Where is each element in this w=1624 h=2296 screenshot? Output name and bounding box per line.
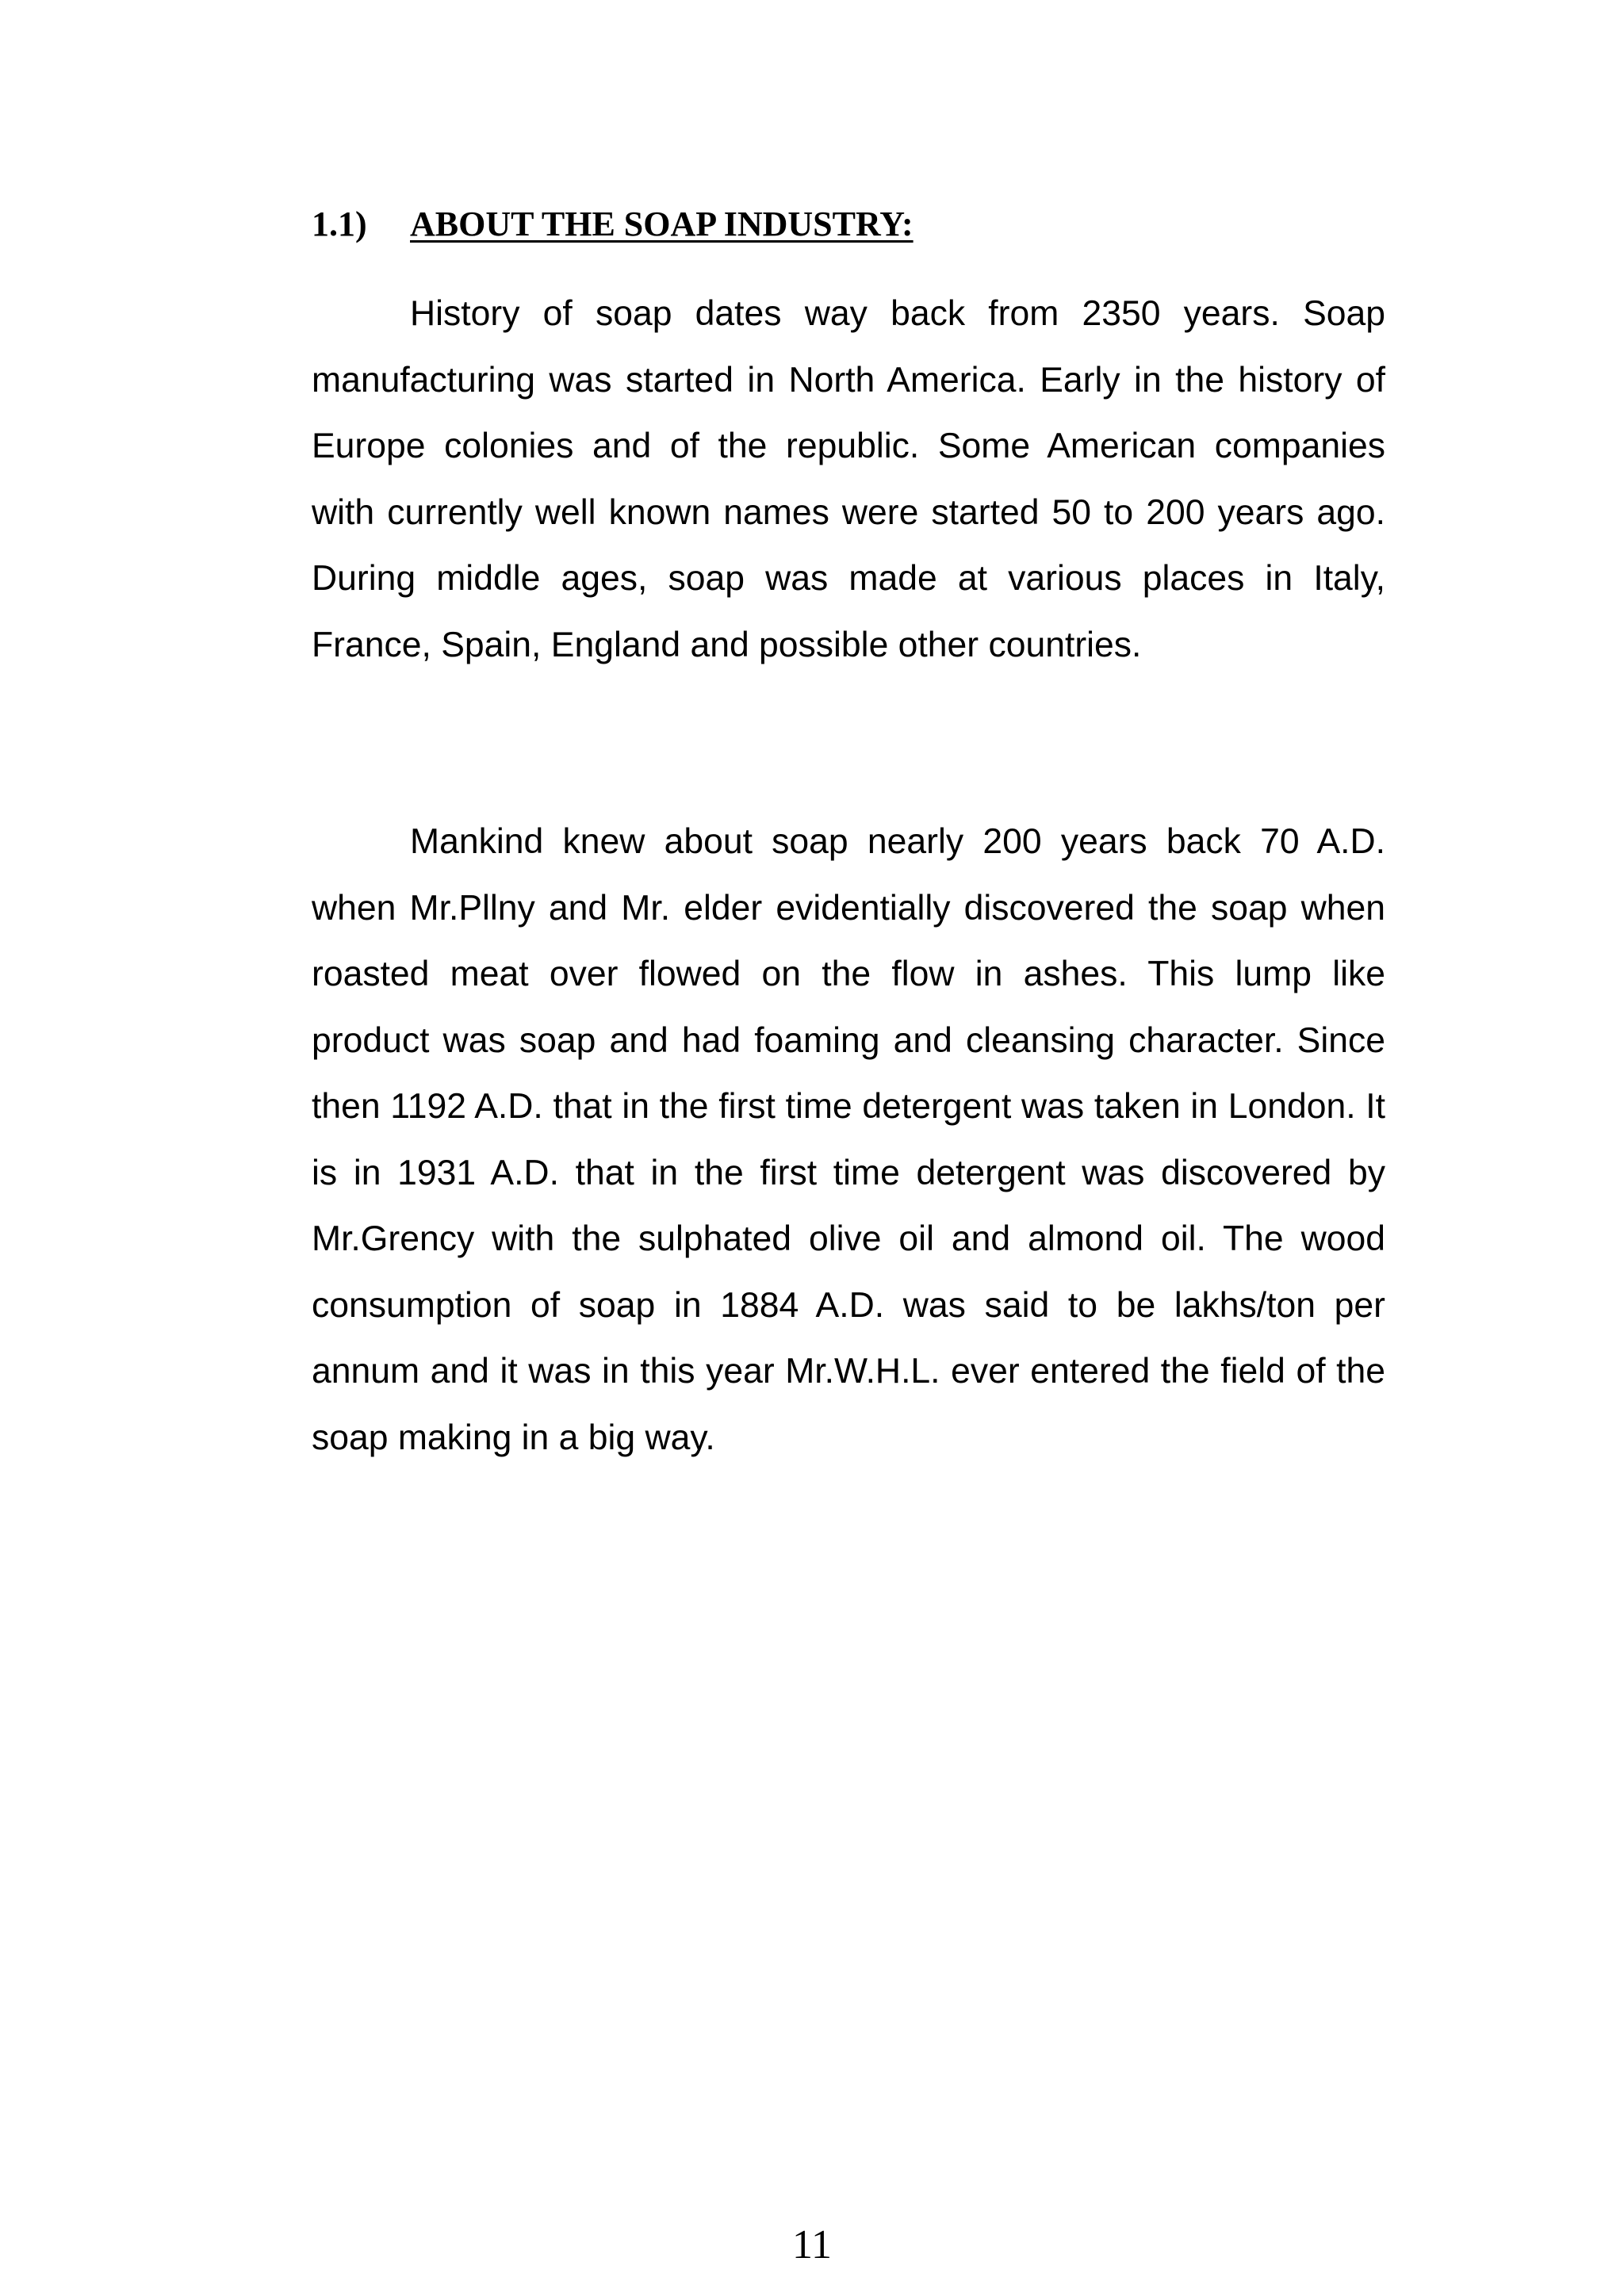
section-number: 1.1) bbox=[312, 205, 367, 243]
section-heading bbox=[312, 197, 1390, 252]
body-paragraph-history: History of soap dates way back from 2350 years. Soap manufacturing was started in North America. Early in the history of Europe colonies and of the republic. Some American companies with currently well known names were started 50 to 200 years ago. During middle ages, soap was made at various places in Italy, France, Spain, England and possible other countries. bbox=[312, 294, 1385, 664]
body-paragraph-discovery: Mankind knew about soap nearly 200 years back 70 A.D. when Mr.Pllny and Mr. elder evidentially discovered the soap when roasted meat over flowed on the flow in ashes. This lump like product was soap and had foaming and cleansing character. Since then 1192 A.D. that in the first time detergent was taken in London. It is in 1931 A.D. that in the first time detergent was discovered by Mr.Grency with the sulphated olive oil and almond oil. The wood consumption of soap in 1884 A.D. was said to be lakhs/ton per annum and it was in this year Mr.W.H.L. ever entered the field of the soap making in a big way. bbox=[312, 822, 1385, 1457]
section-title: ABOUT THE SOAP INDUSTRY: bbox=[410, 205, 914, 243]
page-number: 11 bbox=[791, 2222, 833, 2267]
